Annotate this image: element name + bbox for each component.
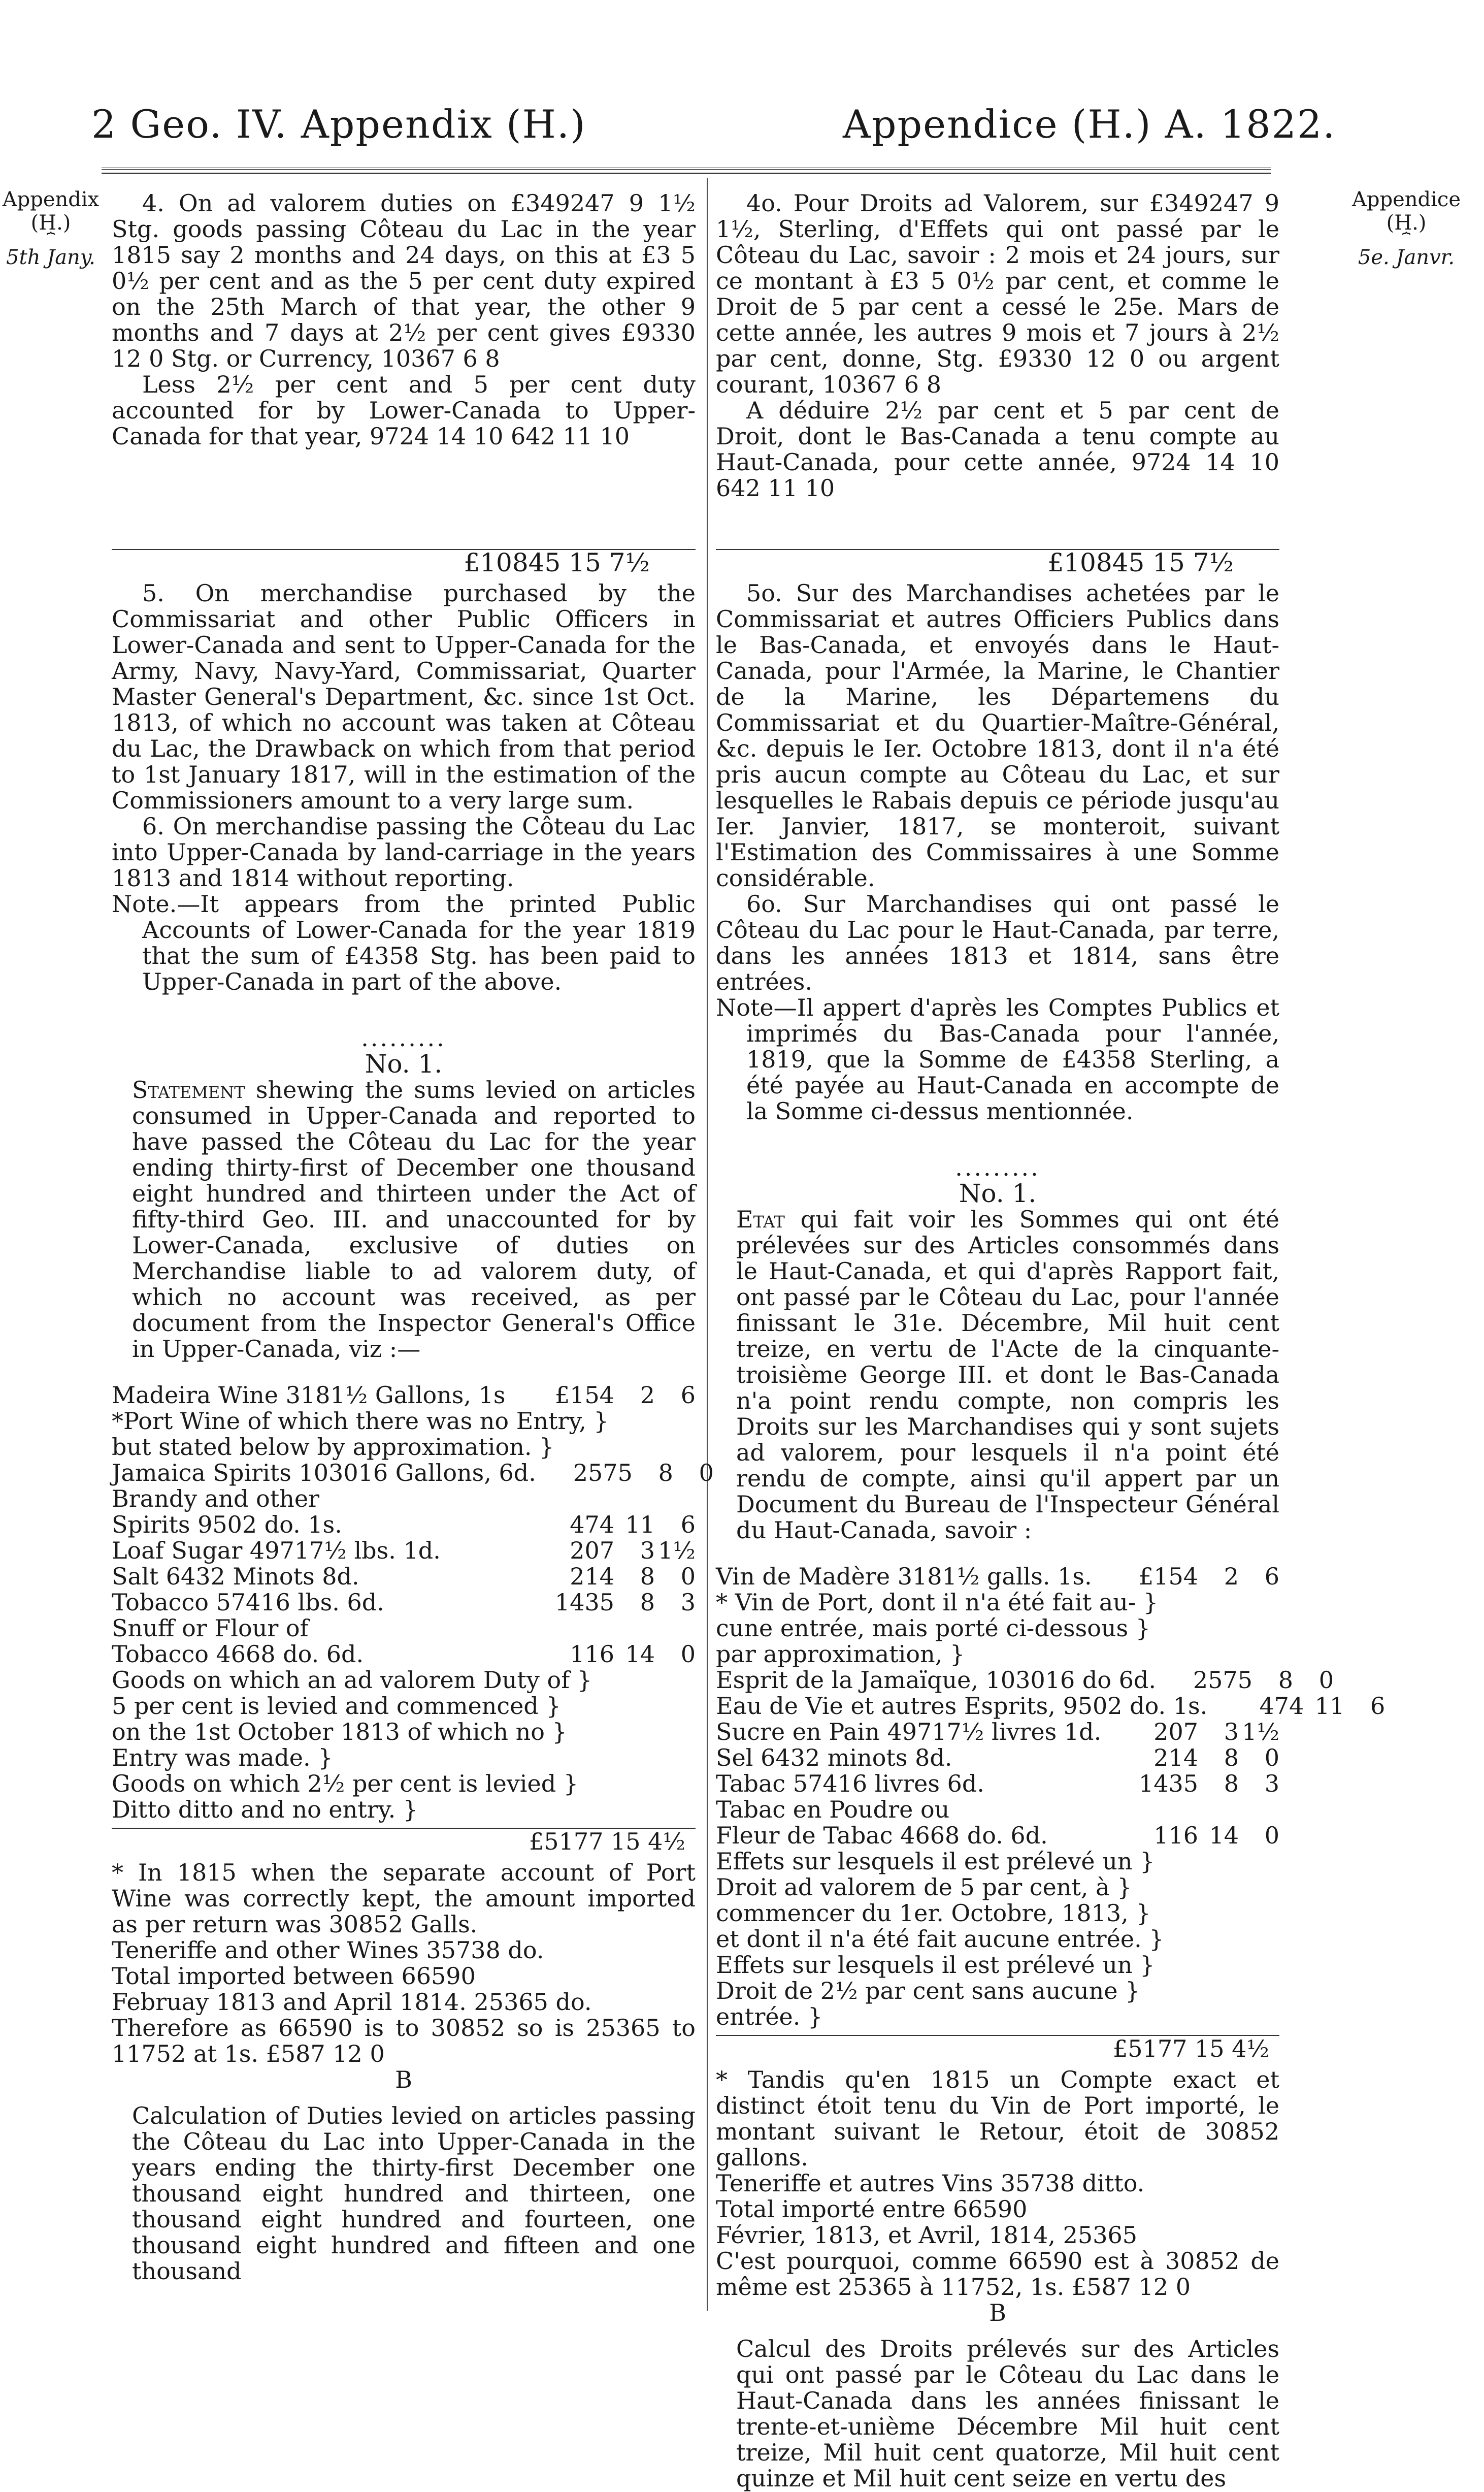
note: Note.—It appears from the printed Public Accounts of Lower-Canada for the year 1819 that the sum of £4358 Stg. has been paid to Upper-Canada in part of the above. (112, 890, 696, 995)
table-row (112, 1745, 696, 1771)
table-row (716, 1745, 1279, 1771)
row-description: Ditto ditto and no entry. } (112, 1796, 418, 1823)
table-row (716, 1874, 1279, 1900)
calculation-heading: Calcul des Droits prélevés sur des Articles qui ont passé par le Côteau du Lac dans le Haut-Canada dans les années finissant le trente-et-unième Décembre Mil huit cent treize, Mil huit cent quatorze, Mil huit cent quinze et Mil huit cent seize en vertu des (736, 2335, 1279, 2492)
row-description: Spirits 9502 do. 1s. (112, 1511, 342, 1538)
statement-first-word: Etat (736, 1206, 785, 1233)
table-row (716, 1590, 1279, 1615)
table-row (716, 1797, 1279, 1823)
table-row (716, 1564, 1279, 1590)
table-row (112, 1382, 696, 1408)
table-row (716, 1719, 1279, 1745)
row-amount: 8 (640, 1589, 655, 1616)
row-description: commencer du 1er. Octobre, 1813, } (716, 1899, 1151, 1927)
row-description: Tabac 57416 livres 6d. (716, 1770, 984, 1797)
row-amount: 11 (625, 1511, 655, 1538)
table-row (112, 1797, 696, 1823)
margin-date: 5th Jany. (6, 246, 95, 269)
row-description: Goods on which 2½ per cent is levied } (112, 1770, 579, 1797)
table-row (716, 1849, 1279, 1874)
row-amount: 0 (680, 1640, 696, 1668)
row-description: Droit de 2½ par cent sans aucune } (716, 1977, 1140, 2004)
row-amount: 214 (1153, 1744, 1198, 1771)
row-description: par approximation, } (716, 1640, 965, 1668)
row-amount: 2575 (1193, 1666, 1252, 1694)
row-amount: 3 (1224, 1718, 1239, 1745)
row-description: Brandy and other (112, 1485, 320, 1512)
row-description: 5 per cent is levied and commenced } (112, 1692, 561, 1720)
table-row (112, 1486, 696, 1512)
row-amount: 8 (658, 1459, 673, 1486)
statement-heading (716, 1207, 1279, 1543)
calculation-heading: Calculation of Duties levied on articles passing the Côteau du Lac into Upper-Canada in the years ending the thirty-first December one thousand eight hundred and thirteen, one thousand eight hundred and fourteen, one thousand eight hundred and fifteen and one thousand (132, 2102, 696, 2285)
table-row (112, 1434, 696, 1460)
row-amount: 474 (570, 1511, 614, 1538)
column-english (112, 189, 714, 2285)
row-amount: 207 (570, 1537, 614, 1564)
row-description: Snuff or Flour of (112, 1614, 309, 1642)
row-amount: 207 (1153, 1718, 1198, 1745)
table-row (716, 1926, 1279, 1952)
table-row (112, 1538, 696, 1564)
row-amount: 8 (1224, 1770, 1239, 1797)
margin-code: (H.) (1386, 211, 1427, 235)
row-amount: 6 (680, 1381, 696, 1409)
row-amount: 0 (680, 1563, 696, 1590)
section-6: 6. On merchandise passing the Côteau du Lac into Upper-Canada by land-carriage in the years 1813 and 1814 without reporting. (112, 813, 696, 892)
row-amount: 116 (570, 1640, 614, 1668)
row-description: Effets sur lesquels il est prélevé un } (716, 1951, 1155, 1979)
table-sum: £5177 15 4½ (716, 2035, 1279, 2062)
row-amount: 3 (1264, 1770, 1279, 1797)
column-french (716, 189, 1386, 2492)
row-description: Madeira Wine 3181½ Gallons, 1s (112, 1381, 506, 1409)
table-row (716, 1641, 1279, 1667)
footnote: * Tandis qu'en 1815 un Compte exact et distinct étoit tenu du Vin de Port importé, le montant suivant le Retour, étoit de 30852 gallons. Teneriffe et autres Vins 35738 ditto. Total importé entre 66590 Février, 1813, et Avril, 1814, 25365 C'est pourquoi, comme 66590 est à 30852 de même est 25365 à 11752, 1s. £587 12 0 (716, 2066, 1279, 2301)
table-row (716, 1823, 1279, 1849)
row-description: entrée. } (716, 2003, 823, 2030)
row-description: * Vin de Port, dont il n'a été fait au- } (716, 1589, 1159, 1616)
row-description: Sel 6432 minots 8d. (716, 1744, 952, 1771)
statement-number: No. 1. (365, 1049, 443, 1079)
row-amount: 8 (1224, 1744, 1239, 1771)
row-amount: 214 (570, 1563, 614, 1590)
table-row (716, 2004, 1279, 2030)
table-row (716, 1952, 1279, 1978)
section-4 (716, 190, 1279, 546)
table-row (112, 1719, 696, 1745)
row-amount: 6 (1370, 1692, 1386, 1720)
table-row (716, 1692, 1386, 1720)
duty-table (716, 1563, 1386, 2030)
header-left: 2 Geo. IV. Appendix (H.) (91, 102, 586, 147)
row-amount: 14 (1209, 1822, 1239, 1849)
row-amount: 8 (640, 1563, 655, 1590)
row-amount: 474 (1259, 1692, 1304, 1720)
margin-label: Appendix (2, 188, 100, 211)
row-amount: 2575 (573, 1459, 633, 1486)
table-row (112, 1564, 696, 1590)
row-amount: 1½ (658, 1537, 696, 1564)
table-row (716, 1666, 1334, 1694)
row-description: Sucre en Pain 49717½ livres 1d. (716, 1718, 1102, 1745)
row-amount: 3 (680, 1589, 696, 1616)
brace-icon: ⏞ (1402, 232, 1411, 248)
row-description: Vin de Madère 3181½ galls. 1s. (716, 1563, 1092, 1590)
row-description: on the 1st October 1813 of which no } (112, 1718, 567, 1745)
header-rule (102, 168, 1271, 174)
table-row (112, 1693, 696, 1719)
row-amount: 11 (1314, 1692, 1345, 1720)
table-row (112, 1641, 696, 1667)
row-amount: £154 (1138, 1563, 1198, 1590)
statement-heading (112, 1077, 696, 1362)
row-description: Tobacco 57416 lbs. 6d. (112, 1589, 384, 1616)
column-divider (707, 178, 708, 2311)
row-description: Entry was made. } (112, 1744, 333, 1771)
row-description: *Port Wine of which there was no Entry, } (112, 1407, 609, 1435)
row-amount: 116 (1153, 1822, 1198, 1849)
table-row (112, 1667, 696, 1693)
separator-dots: ......... (361, 1024, 446, 1052)
row-amount: 1435 (554, 1589, 614, 1616)
row-amount: 0 (1264, 1744, 1279, 1771)
note: Note—Il appert d'après les Comptes Publics et imprimés du Bas-Canada pour l'année, 1819, que la Somme de £4358 Sterling, a été payée au Haut-Canada en accompte de la Somme ci-dessus mentionnée. (716, 994, 1279, 1125)
duty-table (112, 1381, 714, 1823)
row-description: Goods on which an ad valorem Duty of } (112, 1666, 592, 1694)
section-6: 6o. Sur Marchandises qui ont passé le Côteau du Lac pour le Haut-Canada, par terre, dans les années 1813 et 1814, sans être entrées. (716, 890, 1279, 995)
table-row (112, 1771, 696, 1797)
row-description: Salt 6432 Minots 8d. (112, 1563, 359, 1590)
section-4-text: 4. On ad valorem duties on £349247 9 1½ Stg. goods passing Côteau du Lac in the year 1815 say 2 months and 24 days, on this at £3 5 0½ per cent and as the 5 per cent duty expired on the 25th March of that year, the other 9 months and 7 days at 2½ per cent gives £9330 12 0 Stg. or Currency, 10367 6 8 (112, 189, 696, 372)
row-amount: 14 (625, 1640, 655, 1668)
row-description: Tobacco 4668 do. 6d. (112, 1640, 364, 1668)
margin-note-right (1340, 188, 1472, 269)
section-4-deduction: A déduire 2½ par cent et 5 par cent de Droit, dont le Bas-Canada a tenu compte au Haut-Canada, pour cette année, 9724 14 10 642 11 10 (716, 397, 1279, 502)
row-amount: £154 (554, 1381, 614, 1409)
margin-date: 5e. Janvr. (1358, 246, 1455, 269)
section-4-total: £10845 15 7½ (716, 549, 1279, 580)
section-b-label: B (395, 2066, 412, 2093)
statement-text: shewing the sums levied on articles consumed in Upper-Canada and reported to have passed the Côteau du Lac for the year ending thirty-first of December one thousand eight hundred and thirteen under the Act of fifty-third Geo. III. and unaccounted for by Lower-Canada, exclusive of duties on Merchandise liable to ad valorem duty, of which no account was received, as per document from the Inspector General's Office in Upper-Canada, viz :— (132, 1076, 696, 1363)
statement-first-word: Statement (132, 1076, 245, 1104)
table-row (112, 1459, 714, 1486)
margin-note-left (0, 188, 102, 269)
row-amount: 6 (680, 1511, 696, 1538)
row-amount: 1½ (1242, 1718, 1279, 1745)
row-description: Droit ad valorem de 5 par cent, à } (716, 1873, 1132, 1901)
section-4-deduction: Less 2½ per cent and 5 per cent duty accounted for by Lower-Canada to Upper-Canada for that year, 9724 14 10 642 11 10 (112, 371, 696, 450)
row-description: Effets sur lesquels il est prélevé un } (716, 1848, 1155, 1875)
table-row (112, 1615, 696, 1641)
footnote: * In 1815 when the separate account of Port Wine was correctly kept, the amount imported as per return was 30852 Galls. Teneriffe and other Wines 35738 do. Total imported between 66590 Februay 1813 and April 1814. 25365 do. Therefore as 66590 is to 30852 so is 25365 to 11752 at 1s. £587 12 0 (112, 1859, 696, 2067)
row-amount: 0 (1318, 1666, 1334, 1694)
row-amount: 2 (1224, 1563, 1239, 1590)
margin-code: (H.) (30, 211, 71, 235)
header-right: Appendice (H.) A. 1822. (843, 102, 1336, 147)
section-5: 5o. Sur des Marchandises achetées par le Commissariat et autres Officiers Publics dans le Bas-Canada, et envoyés dans le Haut-Canada, pour l'Armée, la Marine, le Chantier de la Marine, les Départemens du Commissariat et du Quartier-Maître-Général, &c. depuis le Ier. Octobre 1813, dont il n'a été pris aucun compte au Côteau du Lac, et sur lesquelles le Rabais depuis ce période jusqu'au Ier. Janvier, 1817, se monteroit, suivant l'Estimation des Commissaires à une Somme considérable. (716, 579, 1279, 892)
section-4-text: 4o. Pour Droits ad Valorem, sur £349247 9 1½, Sterling, d'Effets qui ont passé par le Côteau du Lac, savoir : 2 mois et 24 jours, sur ce montant à £3 5 0½ par cent, et comme le Droit de 5 par cent a cessé le 25e. Mars de cette année, les autres 9 mois et 7 jours à 2½ par cent, donne, Stg. £9330 12 0 ou argent courant, 10367 6 8 (716, 189, 1279, 398)
margin-label: Appendice (1351, 188, 1461, 211)
table-row (716, 1771, 1279, 1797)
row-amount: 2 (640, 1381, 655, 1409)
statement-text: qui fait voir les Sommes qui ont été prélevées sur des Articles consommés dans le Haut-Canada, et qui d'après Rapport fait, ont passé par le Côteau du Lac, pour l'année finissant le 31e. Décembre, Mil huit cent treize, en vertu de l'Acte de la cinquante-troisième George III. et dont le Bas-Canada n'a point rendu compte, non compris les Droits sur les Marchandises qui y sont sujets ad valorem, pour lesquels il n'a point été rendu de compte, ainsi qu'il appert par un Document du Bureau de l'Inspecteur Général du Haut-Canada, savoir : (736, 1206, 1279, 1544)
section-4 (112, 190, 696, 546)
table-row (112, 1408, 696, 1434)
row-amount: 0 (1264, 1822, 1279, 1849)
table-row (112, 1590, 696, 1615)
statement-number: No. 1. (959, 1179, 1037, 1208)
row-description: but stated below by approximation. } (112, 1433, 554, 1461)
row-amount: 6 (1264, 1563, 1279, 1590)
row-amount: 0 (699, 1459, 714, 1486)
row-amount: 1435 (1138, 1770, 1198, 1797)
row-description: cune entrée, mais porté ci-dessous } (716, 1614, 1151, 1642)
section-b-label: B (989, 2299, 1006, 2326)
table-row (716, 1978, 1279, 2004)
row-amount: 8 (1278, 1666, 1293, 1694)
row-amount: 3 (640, 1537, 655, 1564)
row-description: et dont il n'a été fait aucune entrée. } (716, 1925, 1164, 1953)
table-row (716, 1900, 1279, 1926)
row-description: Fleur de Tabac 4668 do. 6d. (716, 1822, 1048, 1849)
row-description: Loaf Sugar 49717½ lbs. 1d. (112, 1537, 441, 1564)
separator-dots: ......... (955, 1154, 1040, 1181)
row-description: Eau de Vie et autres Esprits, 9502 do. 1s. (716, 1692, 1208, 1720)
section-5: 5. On merchandise purchased by the Commissariat and other Public Officers in Lower-Canada and sent to Upper-Canada for the Army, Navy, Navy-Yard, Commissariat, Quarter Master General's Department, &c. since 1st Oct. 1813, of which no account was taken at Côteau du Lac, the Drawback on which from that period to 1st January 1817, will in the estimation of the Commissioners amount to a very large sum. (112, 579, 696, 814)
brace-icon: ⏞ (46, 232, 55, 248)
row-description: Tabac en Poudre ou (716, 1796, 950, 1823)
table-row (112, 1512, 696, 1538)
row-description: Jamaica Spirits 103016 Gallons, 6d. (112, 1459, 536, 1486)
row-description: Esprit de la Jamaïque, 103016 do 6d. (716, 1666, 1156, 1694)
section-4-total: £10845 15 7½ (112, 549, 696, 580)
table-row (716, 1615, 1279, 1641)
table-sum: £5177 15 4½ (112, 1828, 696, 1855)
